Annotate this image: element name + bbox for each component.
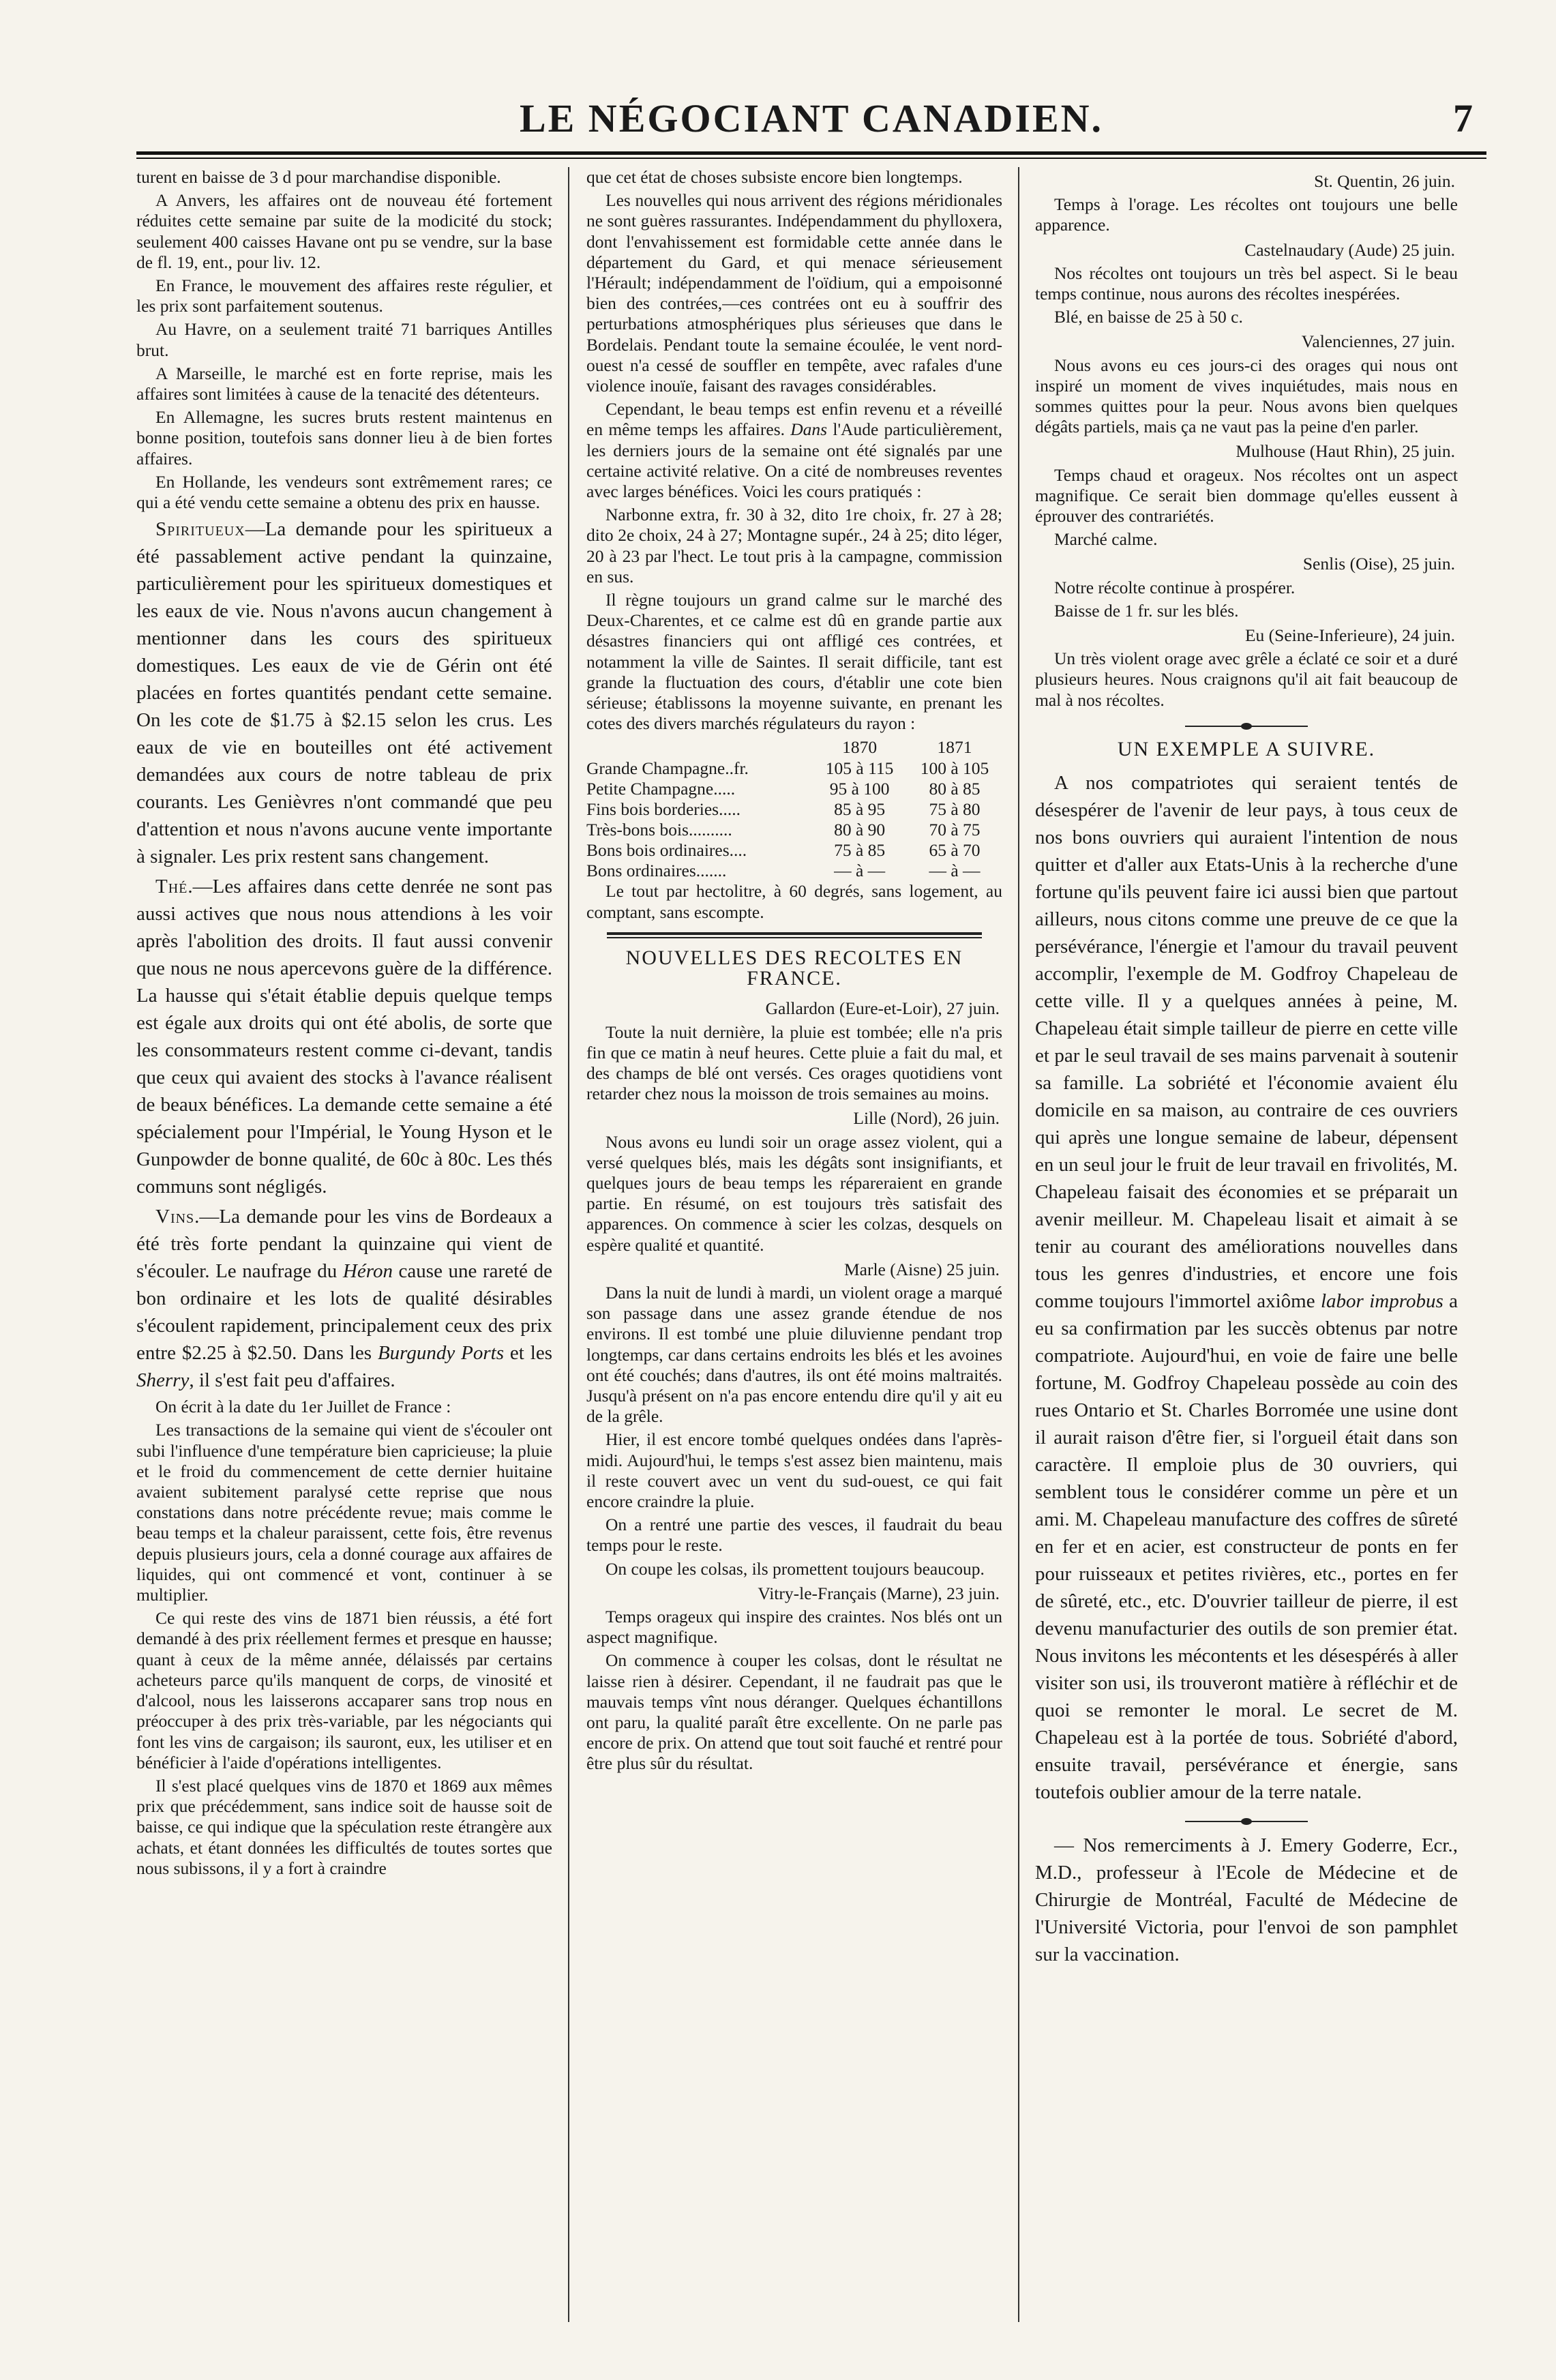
dateline: Valenciennes, 27 juin.: [1301, 331, 1455, 352]
paragraph-text: cause une rareté de bon ordinaire et les lots de qualité désirables s'écoulent rapidement, principalement ceux des prix entre $2.25 à $2.50. Dans les: [136, 1260, 552, 1365]
masthead: [136, 89, 1486, 150]
price-1871: 70 à 75: [929, 820, 981, 840]
dateline: Castelnaudary (Aude) 25 juin.: [1244, 239, 1455, 260]
paragraph: [1035, 769, 1458, 1806]
paragraph: Temps à l'orage. Les récoltes ont toujours une belle apparence.: [1035, 194, 1458, 235]
table-row: [586, 861, 1002, 881]
paragraph: On écrit à la date du 1er Juillet de France :: [155, 1397, 451, 1417]
paragraph-text: l'Aude particulièrement, les derniers jours de la semaine ont été signalés par une certaine activité relative. On a cité de nombreuses reventes avec larges bénéfices. Voici les cours pratiqués :: [586, 419, 1002, 502]
table-row: [586, 799, 1002, 820]
paragraph: Les nouvelles qui nous arrivent des régions méridionales ne sont guères rassurantes. Indépendamment du phylloxera, dont l'envahissement est formidable cette année dans le département du Gard, et qui menace sérieusement l'Hérault; indépendamment de l'oïdium, qui a empoisonné bien des contrées,—ces contrées ont eu à souffrir des perturbations atmosphériques plus sérieuses que dans le Bordelais. Pendant toute la semaine écoulée, le vent nord-ouest n'a cessé de souffler en tempête, avec rafales d'une violence inouïe, faisant des ravages considérables.: [586, 190, 1002, 396]
paragraph: Hier, il est encore tombé quelques ondées dans l'après-midi. Aujourd'hui, le temps s'est assez bien maintenu, mais il reste couvert avec un vent du sud-ouest, ce qui fait encore craindre la pluie.: [586, 1429, 1002, 1511]
paragraph-thanks: — Nos remerciments à J. Emery Goderre, Ecr., M.D., professeur à l'Ecole de Médecine et de Chirurgie de Montréal, Faculté de Médecine de l'Université Victoria, pour l'envoi de son pamphlet sur la vaccination.: [1035, 1834, 1458, 1966]
price-1870: 105 à 115: [825, 758, 894, 779]
paragraph: On commence à couper les colsas, dont le résultat ne laisse rien à désirer. Cependant, il ne faudrait pas que le mauvais temps vînt nous déranger. Quelques échantillons ont paru, la qualité paraît être excellente. On ne parle pas encore de prix. On attend que tout soit fauché et rentré pour être plus sûr du résultat.: [586, 1650, 1002, 1774]
latin-phrase: labor improbus: [1320, 1290, 1443, 1313]
paragraph: Un très violent orage avec grêle a éclaté ce soir et a duré plusieurs heures. Nous craignons qu'il ait fait beaucoup de mal à nos récoltes.: [1035, 649, 1458, 710]
paragraph: Temps chaud et orageux. Nos récoltes ont un aspect magnifique. Ce serait bien dommage qu'elles eussent à éprouver des contrariétés.: [1035, 464, 1458, 526]
row-label: Grande Champagne..fr.: [586, 758, 749, 779]
paragraph: Marché calme.: [1054, 529, 1158, 550]
paragraph: Dans la nuit de lundi à mardi, un violent orage a marqué son passage dans une assez grande étendue de nos environs. Il est tombé une pluie diluvienne pendant trop longtemps, car dans certains endroits les blés et les avoines ont été couchés; dans d'autres, ils ont été moins maltraités. Jusqu'à présent on n'a pas encore entendu dire qu'il y ait eu de la grêle.: [586, 1282, 1002, 1427]
dateline: St. Quentin, 26 juin.: [1314, 171, 1455, 191]
paragraph-text: , il s'est fait peu d'affaires.: [189, 1369, 395, 1392]
paragraph: On a rentré une partie des vesces, il faudrait du beau temps pour le reste.: [586, 1515, 1002, 1556]
ornament-divider: [1185, 1818, 1308, 1825]
paragraph: Baisse de 1 fr. sur les blés.: [1054, 600, 1239, 621]
table-header-year: 1871: [937, 737, 972, 758]
price-1871: — à —: [929, 861, 981, 881]
dateline: Lille (Nord), 26 juin.: [853, 1108, 1000, 1129]
large-print-section: [136, 516, 552, 1394]
table-row: [586, 758, 1002, 779]
dateline: Eu (Seine-Inferieure), 24 juin.: [1244, 625, 1455, 646]
price-1871: 100 à 105: [920, 758, 989, 779]
paragraph: On coupe les colsas, ils promettent toujours beaucoup.: [605, 1558, 985, 1579]
header-rule: [136, 151, 1486, 159]
row-label: Petite Champagne.....: [586, 779, 736, 799]
price-1870: — à —: [834, 861, 886, 881]
section-title-exemple: UN EXEMPLE A SUIVRE.: [1117, 737, 1376, 760]
price-1870: 85 à 95: [834, 799, 886, 820]
paragraph-text: Dans: [790, 419, 828, 440]
paragraph: Nous avons eu lundi soir un orage assez violent, qui a versé quelques blés, mais les dégâts sont insignifiants, et quelques jours de beau temps les répareraient en grande partie. En résumé, on est toujours très satisfait des apparences. On commence à scier les colzas, desquels on espère qualité et quantité.: [586, 1131, 1002, 1255]
table-header-blank: [586, 737, 812, 758]
paragraph: Le tout par hectolitre, à 60 degrés, sans logement, au comptant, sans escompte.: [586, 881, 1002, 922]
paragraph: Nos récoltes ont toujours un très bel aspect. Si le beau temps continue, nous aurons des récoltes inespérées.: [1035, 263, 1458, 304]
table-row: [586, 820, 1002, 840]
paragraph: Au Havre, on a seulement traité 71 barriques Antilles brut.: [136, 319, 552, 360]
row-label: Bons ordinaires.......: [586, 861, 727, 881]
paragraph: En Allemagne, les sucres bruts restent maintenus en bonne position, toutefois sans donner lieu à de bien fortes affaires.: [136, 407, 552, 468]
column-2: [586, 167, 1002, 2349]
large-print-section: [1035, 769, 1458, 1968]
table-header-year: 1870: [842, 737, 878, 758]
paragraph-spiritueux: [136, 516, 552, 870]
paragraph: A Anvers, les affaires ont de nouveau été fortement réduites cette semaine par suite de la modicité du stock; seulement 400 caisses Havane ont pu se vendre, sur la base de fl. 19, ent., pour liv. 12.: [136, 190, 552, 272]
section-heading: Thé: [155, 876, 188, 898]
paragraph: Toute la nuit dernière, la pluie est tombée; elle n'a pris fin que ce matin à neuf heures. Cette pluie a fait du mal, et des champs de blé ont versés. Ces orages quotidiens vont retarder chez nous la moisson de trois semaines au moins.: [586, 1022, 1002, 1104]
dateline: Vitry-le-Français (Marne), 23 juin.: [758, 1583, 1000, 1603]
price-1870: 75 à 85: [834, 840, 886, 861]
paragraph: Narbonne extra, fr. 30 à 32, dito 1re choix, fr. 27 à 28; dito 2e choix, 24 à 27; Montagne supér., 24 à 25; dito léger, 20 à 23 par l'hect. Le tout pris à la campagne, commission en sus.: [586, 505, 1002, 586]
paragraph: Blé, en baisse de 25 à 50 c.: [1054, 307, 1243, 327]
column-1: [136, 167, 552, 2349]
paragraph: Nous avons eu ces jours-ci des orages qui nous ont inspiré un moment de vives inquiétudes, mais nous en sommes quittes pour la peur. Nous avons bien quelques dégâts partiels, mais ça ne vaut pas la peine d'en parler.: [1035, 355, 1458, 437]
row-label: Bons bois ordinaires....: [586, 840, 747, 861]
section-heading: Spiritueux: [155, 518, 245, 541]
paragraph-text: a eu sa confirmation par les succès obtenus par notre compatriote. Aujourd'hui, en voie de faire une belle fortune, M. Godfroy Chapeleau possède au coin des rues Ontario et St. Charles Borromée une usine dont il aurait raison d'être fier, si l'orgueil était dans son caractère. Il emploie plus de 30 ouvriers, qui semblent tous le considérer comme un père et un ami. M. Chapeleau manufacture des coffres de sûreté en fer et en acier, est constructeur de ponts en fer pour ruisseaux et petites rivières, etc., portes en fer de sûreté, etc., etc. D'ouvrier tailleur de pierre, il est devenu manufacturier des outils de son premier état. Nous invitons les mécontents et les désespérés à aller visiter son usi, ils trouveront matière à réfléchir et de quoi se remonter le moral. Le secret de M. Chapeleau est à la portée de tous. Sobriété d'abord, ensuite travail, persévérance et énergie, sans toutefois oublier amour de la terre natale.: [1035, 1290, 1458, 1804]
paragraph-text: Cependant, le beau temps est enfin revenu et a réveillé en même temps les affaires.: [586, 399, 1002, 440]
paragraph: Il s'est placé quelques vins de 1870 et 1869 aux mêmes prix que précédemment, sans indice soit de hausse soit de baisse, ce qui indique que la spéculation reste étrangère aux achats, et étant données les difficultés de toutes sortes que nous subissons, il y a fort à craindre: [136, 1775, 552, 1878]
paragraph-text: .—Les affaires dans cette denrée ne sont pas aussi actives que nous nous attendions à les voir après l'abolition des droits. Il faut aussi convenir que nous ne nous apercevons guère de la différence. La hausse qui s'était établie depuis quelque temps est égale aux droits qui ont été abolis, de sorte que les consommateurs restent comme ci-devant, tandis que ceux qui avaient des stocks à l'avance réalisent de beaux bénéfices. La demande cette semaine a été spécialement pour l'Impérial, le Young Hyson et le Gunpowder de bonne qualité, de 60c à 80c. Les thés communs sont négligés.: [136, 876, 552, 1198]
column-3: [1035, 167, 1458, 2349]
paragraph-text: A nos compatriotes qui seraient tentés de désespérer de l'avenir de leur pays, à tous ceux de nos bons ouvriers qui auraient l'intention de nous quitter et d'aller aux Etats-Unis à la recherche d'une fortune qu'ils peuvent faire ici aussi bien que partout ailleurs, nous citons comme une preuve de ce que la persévérance, l'énergie et l'amour du travail peuvent accomplir, l'exemple de M. Godfroy Chapeleau de cette ville. Il y a quelques années à peine, M. Chapeleau était simple tailleur de pierre en cette ville et par le seul travail de ses mains parvenait à soutenir sa famille. La sobriété et l'économie avaient élu domicile en sa maison, au contraire de ces ouvriers qui après une longue semaine de labeur, dépensent en un seul jour le fruit de leur travail en frivolités, M. Chapeleau faisait des économies et se préparait un avenir meilleur. M. Chapeleau lisait et aimait à se tenir au courant des améliorations nouvelles dans tous les genres d'industries, et encore une fois comme toujours l'immortel axiôme: [1035, 772, 1458, 1313]
paragraph: En Hollande, les vendeurs sont extrêmement rares; ce qui a été vendu cette semaine a obtenu des prix en hausse.: [136, 471, 552, 513]
dateline: Senlis (Oise), 25 juin.: [1302, 554, 1455, 574]
dateline: Mulhouse (Haut Rhin), 25 juin.: [1236, 441, 1455, 462]
section-heading: Vins: [155, 1206, 195, 1228]
table-row: [586, 779, 1002, 799]
paragraph: A Marseille, le marché est en forte reprise, mais les affaires sont limitées à cause de la tenacité des détenteurs.: [136, 363, 552, 404]
paragraph: [586, 399, 1002, 502]
paragraph-text: et les: [504, 1342, 552, 1365]
price-1870: 80 à 90: [834, 820, 886, 840]
paragraph: En France, le mouvement des affaires reste régulier, et les prix sont parfaitement soutenus.: [136, 276, 552, 316]
wine-name: Sherry: [136, 1369, 190, 1392]
column-divider: [568, 167, 569, 2322]
ship-name: Héron: [342, 1260, 393, 1283]
page-number: 7: [1453, 96, 1473, 140]
paragraph: que cet état de choses subsiste encore bien longtemps.: [586, 167, 963, 187]
table-row: [586, 840, 1002, 861]
paragraph: Ce qui reste des vins de 1871 bien réussis, a été fort demandé à des prix réellement fermes et presque en hausse; quant à ceux de la même année, délaissés par certains acheteurs parce qu'ils manquent de corps, de vinosité et d'alcool, nous les laisserons accaparer sans trop nous en préoccuper à des prix très-variable, par les négociants qui font les vins de cargaison; ils sauront, eux, les utiliser et en bénéficier à l'aide d'opérations intelligentes.: [136, 1608, 552, 1772]
wine-name: Burgundy Ports: [377, 1342, 504, 1365]
paragraph-vins: [136, 1203, 552, 1394]
paragraph-the: [136, 873, 552, 1200]
ornament-divider: [1185, 723, 1308, 730]
paragraph-text: .—La demande pour les vins de Bordeaux a été très forte pendant la quinzaine qui vient de s'écouler. Le naufrage du: [136, 1206, 552, 1283]
section-title-recoltes: NOUVELLES DES RECOLTES EN FRANCE.: [625, 946, 963, 990]
table-header-row: [586, 737, 1002, 758]
row-label: Fins bois borderies.....: [586, 799, 740, 820]
paragraph: Les transactions de la semaine qui vient de s'écouler ont subi l'influence d'une température bien capricieuse; la pluie et le froid du commencement de cette dernier huitaine avaient subitement paralysé cette reprise que nous constations dans notre précédente revue; mais comme le beau temps et la chaleur paraissent, cette fois, être revenus depuis plusieurs jours, cela a donné courage aux affaires de liquides, qui ont commencé et vont, continuer à se multiplier.: [136, 1420, 552, 1605]
price-1871: 80 à 85: [929, 779, 981, 799]
paragraph: Temps orageux qui inspire des craintes. Nos blés ont un aspect magnifique.: [586, 1606, 1002, 1648]
row-label: Très-bons bois..........: [586, 820, 732, 840]
price-1871: 65 à 70: [929, 840, 981, 861]
dateline: Gallardon (Eure-et-Loir), 27 juin.: [765, 998, 1000, 1019]
paragraph: Il règne toujours un grand calme sur le marché des Deux-Charentes, et ce calme est dû en grande partie aux désastres financiers qui ont affligé ces contrées, et notamment la ville de Saintes. Il serait difficile, tant est grande la fluctuation des cours, d'établir une cote bien sérieuse; établissons la moyenne suivante, en prenant les cotes des divers marchés régulateurs du rayon :: [586, 590, 1002, 734]
column-divider: [1018, 167, 1019, 2322]
section-divider: [607, 932, 982, 938]
price-1871: 75 à 80: [929, 799, 981, 820]
cognac-price-table: [586, 737, 1002, 881]
dateline: Marle (Aisne) 25 juin.: [843, 1259, 1000, 1279]
paragraph-text: —La demande pour les spiritueux a été passablement active pendant la quinzaine, particulièrement pour les spiritueux domestiques et les eaux de vie. Nous n'avons aucun changement à mentionner dans les cours des spiritueux domestiques. Les eaux de vie de Gérin ont été placées en fortes quantités pendant cette semaine. On les cote de $1.75 à $2.15 selon les crus. Les eaux de vie en bouteilles ont été activement demandées aux cours de notre tableau de prix courants. Les Genièvres n'ont commandé que peu d'attention et nous n'avons aucune vente importante à signaler. Les prix restent sans changement.: [136, 518, 552, 868]
paragraph: turent en baisse de 3 d pour marchandise disponible.: [136, 167, 501, 187]
paragraph: Notre récolte continue à prospérer.: [1054, 577, 1296, 597]
newspaper-title: LE NÉGOCIANT CANADIEN.: [519, 96, 1104, 140]
price-1870: 95 à 100: [829, 779, 890, 799]
